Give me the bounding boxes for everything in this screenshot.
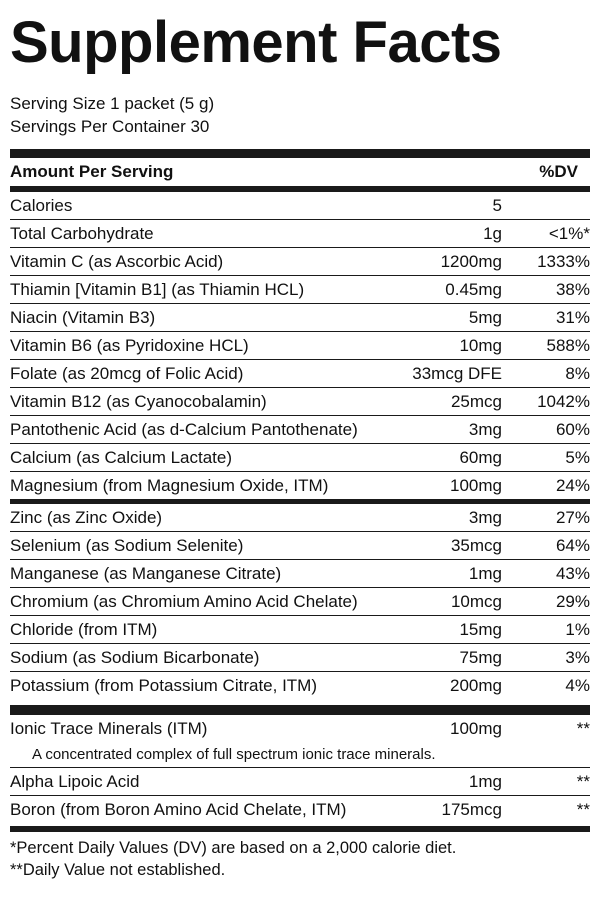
table-row — [10, 504, 590, 532]
nutrient-amount: 175mcg — [441, 800, 502, 819]
table-row — [10, 248, 590, 276]
nutrient-name: Manganese (as Manganese Citrate) — [10, 563, 282, 583]
nutrient-name: Total Carbohydrate — [10, 223, 154, 243]
nutrient-name: Folate (as 20mcg of Folic Acid) — [10, 363, 244, 383]
nutrient-amount: 25mcg — [450, 391, 502, 411]
nutrient-amount: 10mg — [459, 335, 502, 355]
nutrient-dv: ** — [576, 771, 590, 791]
nutrient-name: Vitamin C (as Ascorbic Acid) — [10, 251, 224, 271]
nutrient-name: Pantothenic Acid (as d-Calcium Pantothenate) — [10, 419, 358, 439]
nutrient-name: Potassium (from Potassium Citrate, ITM) — [10, 676, 318, 695]
nutrient-name: Vitamin B12 (as Cyanocobalamin) — [10, 391, 267, 411]
nutrient-dv: 43% — [555, 563, 590, 583]
nutrient-name: Calories — [10, 195, 73, 215]
nutrient-amount: 200mg — [450, 676, 502, 695]
nutrient-amount: 75mg — [459, 647, 502, 667]
table-header — [10, 158, 590, 186]
table-row — [10, 192, 590, 220]
table-row — [10, 304, 590, 332]
nutrient-dv: 8% — [565, 363, 590, 383]
nutrient-amount: 15mg — [459, 619, 502, 639]
nutrient-name: Chromium (as Chromium Amino Acid Chelate) — [10, 591, 358, 611]
nutrient-amount: 10mcg — [450, 591, 502, 611]
nutrient-dv: 5% — [565, 447, 590, 467]
nutrient-name: Vitamin B6 (as Pyridoxine HCL) — [10, 335, 249, 355]
nutrient-dv: 29% — [555, 591, 590, 611]
nutrient-amount: 33mcg DFE — [412, 363, 502, 383]
nutrient-amount: 1g — [483, 223, 502, 243]
table-row — [10, 560, 590, 588]
table-row — [10, 276, 590, 304]
nutrient-name: Chloride (from ITM) — [10, 619, 158, 639]
table-row — [10, 388, 590, 416]
nutrient-dv: 60% — [555, 419, 590, 439]
nutrient-amount: 0.45mg — [445, 279, 502, 299]
servings-per-container: Servings Per Container 30 — [10, 117, 210, 136]
nutrient-amount: 5 — [492, 195, 502, 215]
table-row — [10, 472, 590, 500]
nutrient-name: Selenium (as Sodium Selenite) — [10, 535, 244, 555]
footnote-not-established: **Daily Value not established. — [10, 861, 226, 879]
nutrient-dv: 27% — [555, 507, 590, 527]
nutrient-dv: 24% — [555, 476, 590, 495]
table-row — [10, 616, 590, 644]
nutrient-amount: 1mg — [468, 563, 502, 583]
nutrient-name: Boron (from Boron Amino Acid Chelate, ITM) — [10, 800, 347, 819]
nutrient-dv: 38% — [555, 279, 590, 299]
itm-note: A concentrated complex of full spectrum ionic trace minerals. — [10, 743, 590, 768]
nutrient-dv: <1%* — [548, 223, 590, 243]
footnote-dv: *Percent Daily Values (DV) are based on a 2,000 calorie diet. — [10, 839, 457, 857]
table-row — [10, 644, 590, 672]
table-row — [10, 768, 590, 796]
table-row — [10, 360, 590, 388]
table-row — [10, 532, 590, 560]
nutrient-dv: 1% — [565, 619, 590, 639]
nutrient-dv: ** — [576, 800, 590, 819]
amount-per-serving-label: Amount Per Serving — [10, 162, 174, 181]
nutrient-name: Niacin (Vitamin B3) — [10, 307, 156, 327]
nutrient-amount: 35mcg — [450, 535, 502, 555]
table-row — [10, 715, 590, 743]
panel-title: Supplement Facts — [10, 10, 502, 75]
nutrient-name: Ionic Trace Minerals (ITM) — [10, 719, 208, 738]
table-row — [10, 588, 590, 616]
nutrient-amount: 100mg — [450, 719, 502, 738]
serving-size: Serving Size 1 packet (5 g) — [10, 94, 215, 113]
table-row — [10, 672, 590, 700]
table-row — [10, 416, 590, 444]
nutrient-dv: 31% — [555, 307, 590, 327]
table-row — [10, 332, 590, 360]
nutrient-dv: 64% — [555, 535, 590, 555]
dv-header-label: %DV — [539, 162, 578, 181]
nutrient-amount: 100mg — [450, 476, 502, 495]
nutrient-amount: 1mg — [468, 771, 502, 791]
thick-rule — [10, 149, 590, 158]
section-divider-thick — [10, 705, 590, 715]
table-row — [10, 444, 590, 472]
table-row — [10, 796, 590, 824]
nutrient-amount: 60mg — [459, 447, 502, 467]
nutrient-amount: 3mg — [468, 507, 502, 527]
nutrient-section-2 — [10, 504, 590, 700]
nutrient-amount: 1200mg — [440, 251, 502, 271]
nutrient-dv: ** — [576, 719, 590, 738]
nutrient-name: Calcium (as Calcium Lactate) — [10, 447, 233, 467]
nutrient-name: Alpha Lipoic Acid — [10, 771, 140, 791]
nutrient-dv: 4% — [565, 676, 590, 695]
nutrient-name: Sodium (as Sodium Bicarbonate) — [10, 647, 260, 667]
nutrient-name: Magnesium (from Magnesium Oxide, ITM) — [10, 476, 329, 495]
nutrient-dv: 1042% — [537, 391, 590, 411]
nutrient-amount: 3mg — [468, 419, 502, 439]
nutrient-section-3 — [10, 715, 590, 824]
nutrient-name: Thiamin [Vitamin B1] (as Thiamin HCL) — [10, 279, 305, 299]
nutrient-name: Zinc (as Zinc Oxide) — [10, 507, 163, 527]
nutrient-amount: 5mg — [468, 307, 502, 327]
nutrient-section-1 — [10, 192, 590, 500]
nutrient-dv: 588% — [546, 335, 590, 355]
nutrient-dv: 3% — [565, 647, 590, 667]
table-row — [10, 220, 590, 248]
nutrient-dv: 1333% — [537, 251, 590, 271]
